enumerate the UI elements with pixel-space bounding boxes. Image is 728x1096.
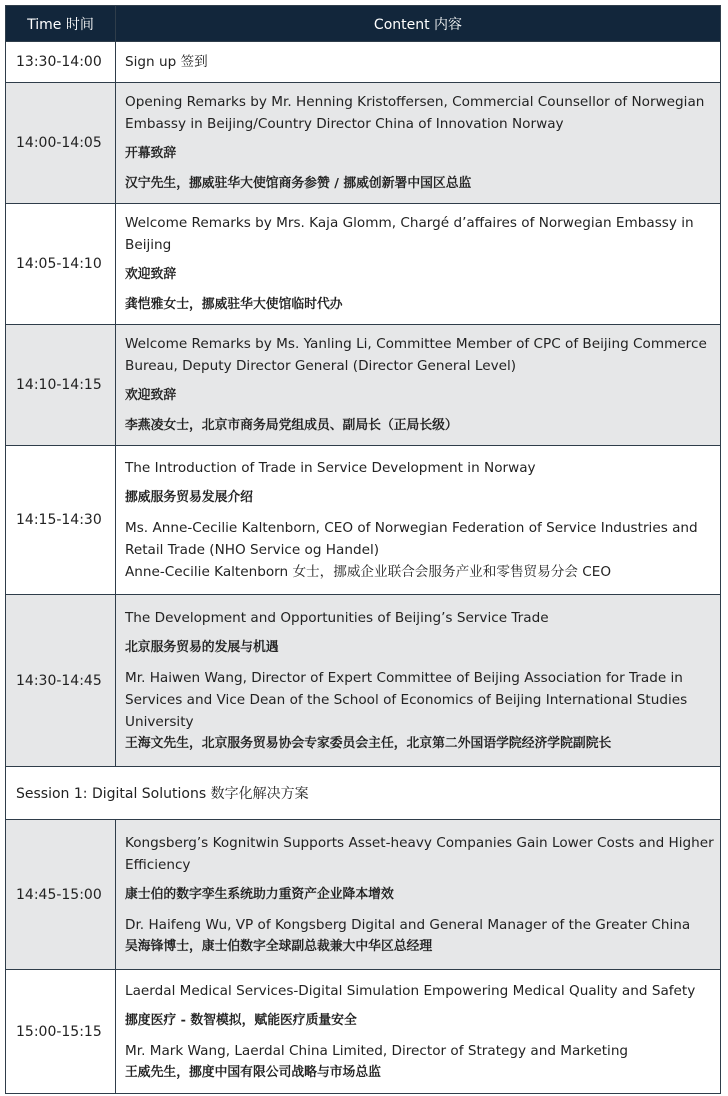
session-title: Welcome Remarks by Ms. Yanling Li, Committee Member of CPC of Beijing Commerce Bureau, Deputy Director General (Director General Level) (125, 336, 707, 374)
speaker-zh: 龚恺雅女士，挪威驻华大使馆临时代办 (125, 297, 343, 312)
table-row (6, 820, 721, 970)
table-row (6, 970, 721, 1094)
session-title-zh: 挪度医疗 - 数智模拟，赋能医疗质量安全 (125, 1012, 357, 1028)
time-cell: 15:00-15:15 (6, 970, 116, 1094)
time-cell: 14:10-14:15 (6, 325, 116, 446)
content-cell (116, 204, 721, 325)
table-row (6, 595, 721, 767)
session-heading: Session 1: Digital Solutions 数字化解决方案 (6, 767, 721, 820)
session-title-zh: 开幕致辞 (125, 146, 177, 161)
session-title: The Development and Opportunities of Beijing’s Service Trade (125, 609, 549, 626)
time-column-header: Time 时间 (6, 6, 116, 42)
content-cell (116, 446, 721, 595)
time-cell: 14:00-14:05 (6, 83, 116, 204)
session-title: Laerdal Medical Services-Digital Simulation Empowering Medical Quality and Safety (125, 982, 696, 999)
speaker-zh: 王威先生，挪度中国有限公司战略与市场总监 (125, 1064, 381, 1080)
content-cell (116, 820, 721, 970)
time-cell: 14:05-14:10 (6, 204, 116, 325)
session-header-row (6, 767, 721, 820)
time-cell: 14:45-15:00 (6, 820, 116, 970)
speaker-zh: Anne-Cecilie Kaltenborn 女士，挪威企业联合会服务产业和零售贸易分会 CEO (125, 564, 612, 580)
table-row (6, 42, 721, 83)
agenda-table (5, 5, 721, 1094)
session-title: The Introduction of Trade in Service Development in Norway (125, 460, 536, 476)
content-cell (116, 325, 721, 446)
time-cell: 14:30-14:45 (6, 595, 116, 767)
content-column-header: Content 内容 (116, 6, 721, 42)
table-row (6, 204, 721, 325)
session-title: Welcome Remarks by Mrs. Kaja Glomm, Chargé d’affaires of Norwegian Embassy in Beijing (125, 215, 694, 253)
session-title-zh: 欢迎致辞 (125, 388, 177, 403)
speaker: Ms. Anne-Cecilie Kaltenborn, CEO of Norwegian Federation of Service Industries and Retail Trade (NHO Service og Handel) (125, 520, 698, 558)
session-title-zh: 欢迎致辞 (125, 267, 177, 282)
speaker-zh: 李燕凌女士，北京市商务局党组成员、副局长（正局长级） (125, 418, 458, 433)
header-row (6, 6, 721, 42)
session-title: Sign up 签到 (125, 54, 208, 70)
session-title-zh: 北京服务贸易的发展与机遇 (125, 639, 279, 655)
time-cell: 13:30-14:00 (6, 42, 116, 83)
speaker-zh: 汉宁先生，挪威驻华大使馆商务参赞 / 挪威创新署中国区总监 (125, 176, 472, 191)
speaker: Dr. Haifeng Wu, VP of Kongsberg Digital and General Manager of the Greater China (125, 916, 691, 933)
session-title: Kongsberg’s Kognitwin Supports Asset-heavy Companies Gain Lower Costs and Higher Efficiency (125, 834, 714, 873)
content-cell (116, 970, 721, 1094)
speaker-zh: 王海文先生，北京服务贸易协会专家委员会主任，北京第二外国语学院经济学院副院长 (125, 735, 612, 751)
speaker: Mr. Mark Wang, Laerdal China Limited, Director of Strategy and Marketing (125, 1042, 629, 1059)
content-cell (116, 595, 721, 767)
speaker: Mr. Haiwen Wang, Director of Expert Committee of Beijing Association for Trade in Services and Vice Dean of the School of Economics of Beijing International Studies University (125, 669, 688, 730)
table-row (6, 325, 721, 446)
time-cell: 14:15-14:30 (6, 446, 116, 595)
content-cell (116, 42, 721, 83)
session-title-zh: 康士伯的数字孪生系统助力重资产企业降本增效 (125, 886, 394, 902)
session-title: Opening Remarks by Mr. Henning Kristoffersen, Commercial Counsellor of Norwegian Embassy in Beijing/Country Director China of Innovation Norway (125, 94, 705, 132)
content-cell (116, 83, 721, 204)
table-row (6, 446, 721, 595)
speaker-zh: 吴海锋博士，康士伯数字全球副总裁兼大中华区总经理 (125, 938, 433, 954)
table-row (6, 83, 721, 204)
session-title-zh: 挪威服务贸易发展介绍 (125, 490, 253, 505)
